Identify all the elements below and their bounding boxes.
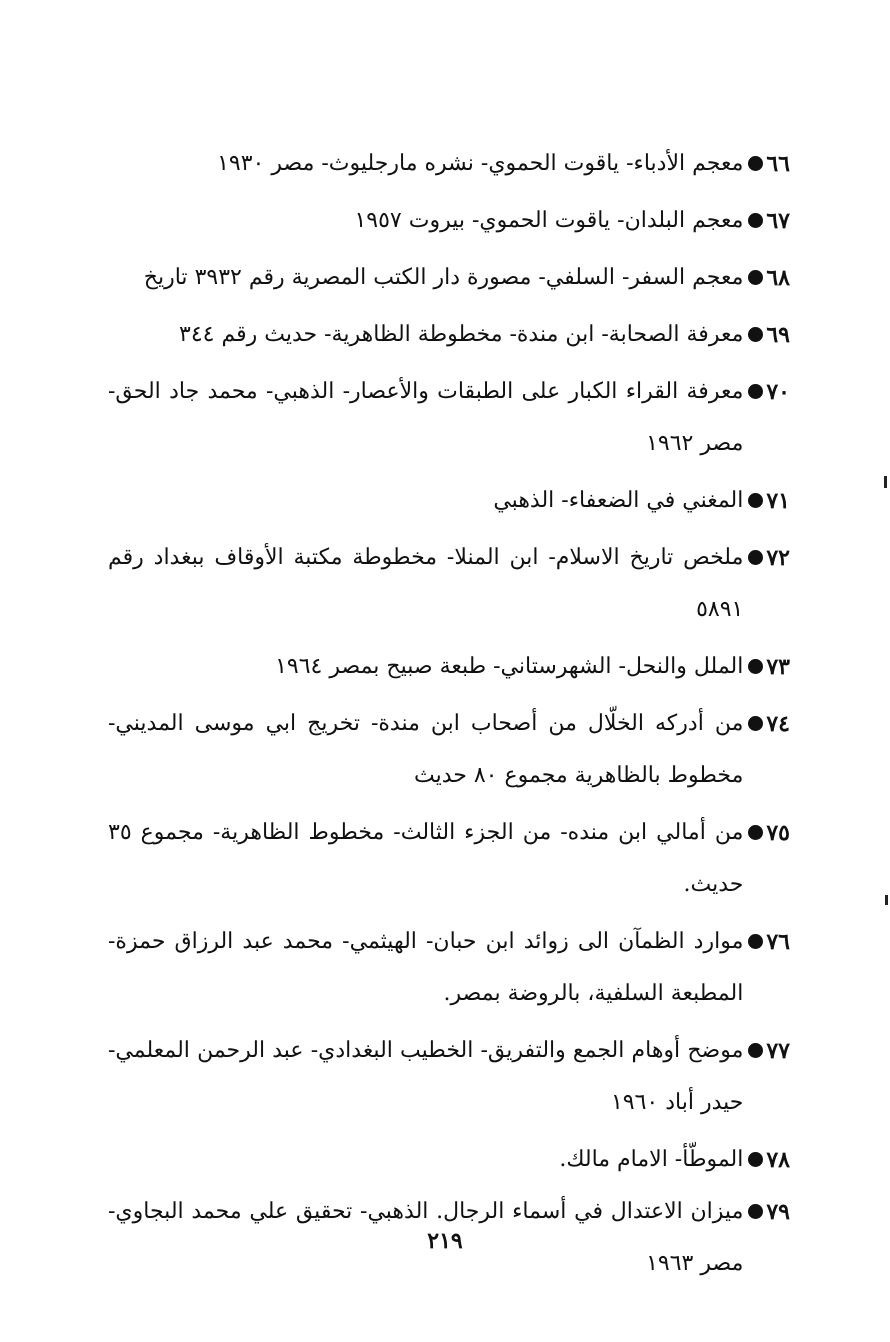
entry-text: ملخص تاريخ الاسلام- ابن المنلا- مخطوطة مكتبة الأوقاف ببغداد رقم ٥٨٩١ [108, 545, 744, 622]
entry-number: ٧٤ [743, 698, 790, 750]
bullet-icon [748, 213, 763, 228]
entry-text: معجم الأدباء- ياقوت الحموي- نشره مارجليوث- مصر ١٩٣٠ [217, 151, 744, 176]
entry-number: ٧٧ [743, 1025, 790, 1077]
bibliography-entry-77 [108, 1025, 790, 1129]
entry-text: معرفة القراء الكبار على الطبقات والأعصار- الذهبي- محمد جاد الحق- مصر ١٩٦٢ [108, 379, 744, 456]
entry-number: ٦٨ [743, 252, 790, 304]
bibliography-entry-73 [108, 641, 790, 693]
entry-number: ٦٧ [743, 195, 790, 247]
bibliography-entry-70 [108, 366, 790, 470]
entry-text: ميزان الاعتدال في أسماء الرجال. الذهبي- تحقيق علي محمد البجاوي- مصر ١٩٦٣ [108, 1199, 744, 1276]
entry-text: موضح أوهام الجمع والتفريق- الخطيب البغدادي- عبد الرحمن المعلمي- حيدر أباد ١٩٦٠ [108, 1038, 744, 1115]
bullet-icon [748, 493, 763, 508]
bullet-icon [748, 825, 763, 840]
entry-text: معجم السفر- السلفي- مصورة دار الكتب المصرية رقم ٣٩٣٢ تاريخ [143, 265, 744, 290]
margin-mark [884, 476, 887, 488]
entry-number: ٧١ [743, 475, 790, 527]
bibliography-entry-72 [108, 532, 790, 636]
bibliography-list [108, 138, 790, 1295]
entry-number: ٦٩ [743, 309, 790, 361]
entry-text: معرفة الصحابة- ابن مندة- مخطوطة الظاهرية- حديث رقم ٣٤٤ [179, 322, 744, 347]
bibliography-entry-71 [108, 475, 790, 527]
bibliography-entry-67 [108, 195, 790, 247]
bibliography-entry-75 [108, 807, 790, 911]
bullet-icon [748, 270, 763, 285]
margin-mark [885, 895, 888, 905]
bibliography-entry-78 [108, 1134, 790, 1186]
entry-number: ٦٦ [743, 138, 790, 190]
entry-text: من أدركه الخلّال من أصحاب ابن مندة- تخريج ابي موسى المديني- مخطوط بالظاهرية مجموع ٨٠ حديث [108, 711, 744, 788]
bibliography-entry-76 [108, 916, 790, 1020]
bullet-icon [748, 550, 763, 565]
bullet-icon [748, 1152, 763, 1167]
entry-text: من أمالي ابن منده- من الجزء الثالث- مخطوط الظاهرية- مجموع ٣٥ حديث. [108, 820, 744, 897]
entry-number: ٧٥ [743, 807, 790, 859]
entry-number: ٧٢ [743, 532, 790, 584]
entry-number: ٧٩ [743, 1186, 790, 1238]
page-number: ٢١٩ [427, 1228, 463, 1254]
bullet-icon [748, 327, 763, 342]
bullet-icon [748, 1043, 763, 1058]
bullet-icon [748, 1204, 763, 1219]
bibliography-entry-74 [108, 698, 790, 802]
entry-number: ٧٦ [743, 916, 790, 968]
bullet-icon [748, 384, 763, 399]
bullet-icon [748, 716, 763, 731]
entry-number: ٧٨ [743, 1134, 790, 1186]
entry-text: المغني في الضعفاء- الذهبي [493, 488, 744, 513]
bullet-icon [748, 934, 763, 949]
bullet-icon [748, 659, 763, 674]
entry-number: ٧٣ [743, 641, 790, 693]
bibliography-entry-66 [108, 138, 790, 190]
entry-text: الموطّأ- الامام مالك. [559, 1147, 744, 1172]
entry-text: موارد الظمآن الى زوائد ابن حبان- الهيثمي- محمد عبد الرزاق حمزة- المطبعة السلفية، بالروضة بمصر. [108, 929, 744, 1006]
bibliography-entry-69 [108, 309, 790, 361]
entry-text: معجم البلدان- ياقوت الحموي- بيروت ١٩٥٧ [354, 208, 744, 233]
bibliography-entry-68 [108, 252, 790, 304]
entry-number: ٧٠ [743, 366, 790, 418]
bullet-icon [748, 156, 763, 171]
entry-text: الملل والنحل- الشهرستاني- طبعة صبيح بمصر ١٩٦٤ [275, 654, 744, 679]
